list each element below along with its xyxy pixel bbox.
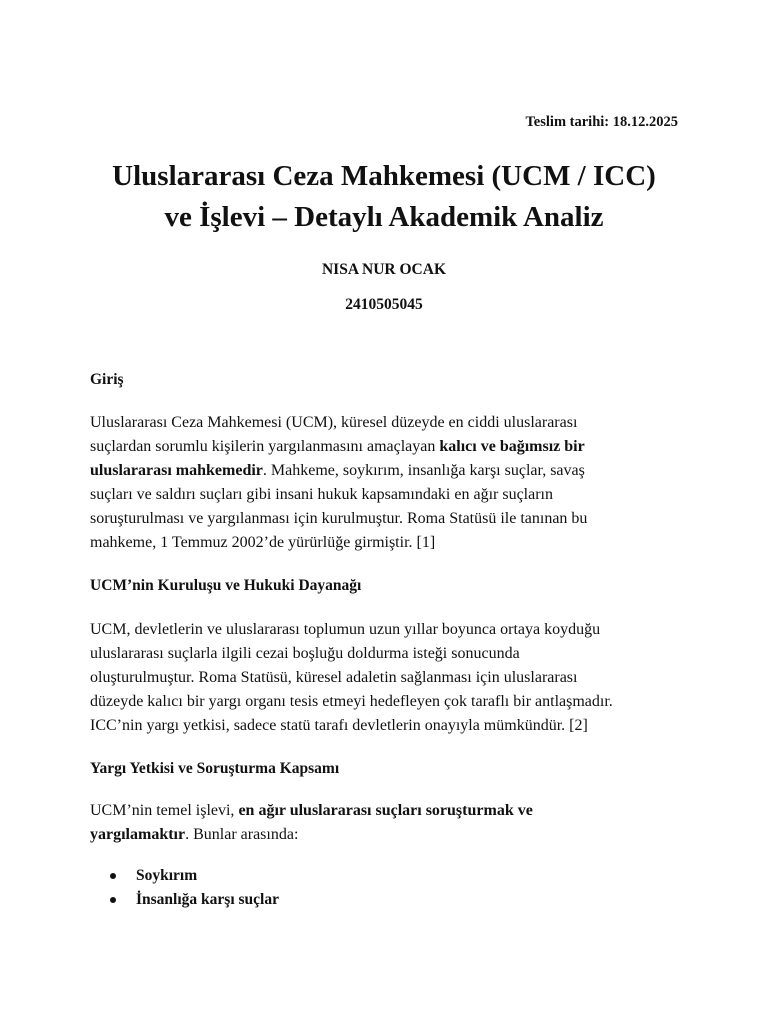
paragraph-line: mahkeme, 1 Temmuz 2002’de yürürlüğe girmiştir. [1] [90,534,436,551]
document-page [90,0,678,1024]
list-item [90,888,279,912]
text-run: suçlardan sorumlu kişilerin yargılanmasını amaçlayan [90,438,440,455]
paragraph-line: Uluslararası Ceza Mahkemesi (UCM), küresel düzeyde en ciddi uluslararası [90,414,578,431]
paragraph-line: soruşturulması ve yargılanması için kurulmuştur. Roma Statüsü ile tanınan bu [90,510,588,527]
bullet-icon [110,873,116,879]
section-heading-jurisdiction: Yargı Yetkisi ve Soruşturma Kapsamı [90,760,340,777]
list-item-label: İnsanlığa karşı suçlar [136,891,279,908]
text-run: . Bunlar arasında: [185,826,299,843]
list-item-label: Soykırım [136,867,198,884]
paragraph-line [90,435,678,459]
bold-text: uluslararası mahkemedir [90,462,263,479]
paragraph-line: düzeyde kalıcı bir yargı organı tesis etmeyi hedefleyen çok taraflı bir antlaşmadır. [90,693,613,710]
submission-date: Teslim tarihi: 18.12.2025 [525,114,678,130]
title-line-1: Uluslararası Ceza Mahkemesi (UCM / ICC) [112,160,656,192]
paragraph-intro [90,411,678,555]
bullet-icon [110,897,116,903]
bold-text: en ağır uluslararası suçları soruşturmak ve [238,802,533,819]
list-item [90,864,279,888]
paragraph-line [90,459,678,483]
student-number: 2410505045 [345,296,423,313]
paragraph-line: UCM, devletlerin ve uluslararası toplumun uzun yıllar boyunca ortaya koyduğu [90,621,601,638]
paragraph-line: ICC’nin yargı yetkisi, sadece statü tarafı devletlerin onayıyla mümkündür. [2] [90,717,588,734]
author-name: NISA NUR OCAK [321,261,446,278]
paragraph-jurisdiction [90,799,678,847]
section-heading-intro: Giriş [90,371,124,388]
paragraph-line [90,823,678,847]
crime-list [90,864,279,912]
section-heading-founding: UCM’nin Kuruluşu ve Hukuki Dayanağı [90,577,362,594]
paragraph-line: uluslararası suçlarla ilgili cezai boşluğu doldurma isteği sonucunda [90,645,520,662]
paragraph-line [90,799,678,823]
paragraph-line: suçları ve saldırı suçları gibi insani hukuk kapsamındaki en ağır suçların [90,486,553,503]
paragraph-founding [90,618,678,738]
bold-text: yargılamaktır [90,826,186,843]
bold-text: kalıcı ve bağımsız bir [439,438,585,455]
text-run: . Mahkeme, soykırım, insanlığa karşı suçlar, savaş [262,462,585,479]
document-title [80,156,688,238]
text-run: UCM’nin temel işlevi, [90,802,239,819]
title-line-2: ve İşlevi – Detaylı Akademik Analiz [164,201,604,233]
paragraph-line: oluşturulmuştur. Roma Statüsü, küresel adaletin sağlanması için uluslararası [90,669,578,686]
